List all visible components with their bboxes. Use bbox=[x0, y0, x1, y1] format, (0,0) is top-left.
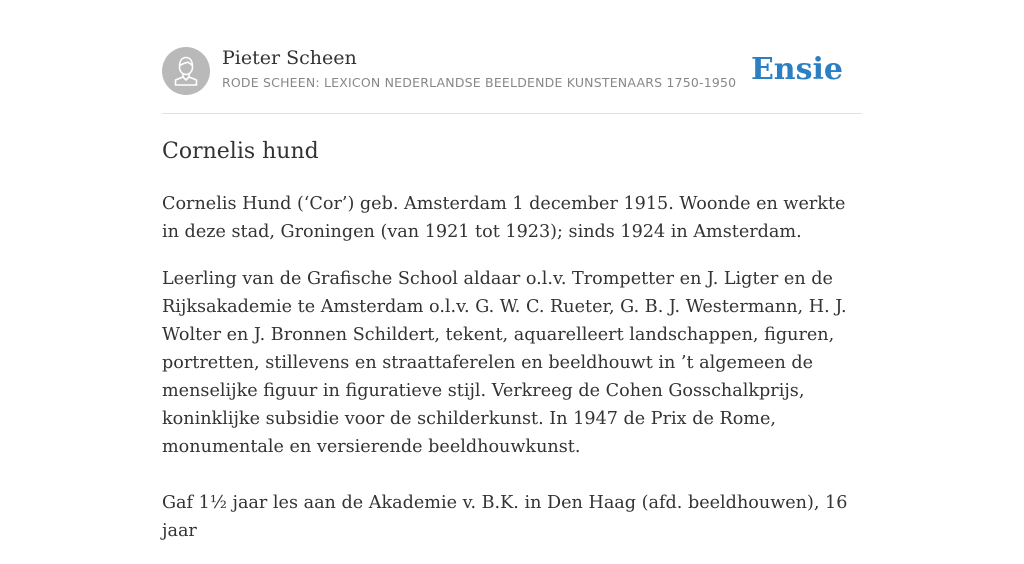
article-body bbox=[162, 190, 862, 564]
avatar[interactable] bbox=[162, 47, 210, 95]
brand-logo[interactable]: Ensie bbox=[750, 52, 843, 87]
author-name[interactable]: Pieter Scheen bbox=[222, 47, 357, 69]
divider bbox=[162, 113, 862, 114]
author-header bbox=[162, 46, 862, 96]
article-paragraph: Leerling van de Grafische School aldaar o.l.v. Trompetter en J. Ligter en de Rijksakademie te Amsterdam o.l.v. G. W. C. Rueter, G. B. J. Westermann, H. J. Wolter en J. Bronnen Schildert, tekent, aquarelleert landschappen, figuren, portretten, stillevens en straattaferelen en beeldhouwt in ’t algemeen de menselijke figuur in figuratieve stijl. Verkreeg de Cohen Gosschalkprijs, koninklijke subsidie voor de schilderkunst. In 1947 de Prix de Rome, monumentale en versierende beeldhouwkunst. bbox=[162, 269, 847, 457]
article-paragraph: Gaf 1½ jaar les aan de Akademie v. B.K. in Den Haag (afd. beeldhouwen), 16 jaar bbox=[162, 493, 848, 541]
user-icon bbox=[162, 47, 210, 95]
article-paragraph: Cornelis Hund (‘Cor’) geb. Amsterdam 1 december 1915. Woonde en werkte in deze stad, Groningen (van 1921 tot 1923); sinds 1924 in Amsterdam. bbox=[162, 194, 846, 242]
source-title[interactable]: RODE SCHEEN: LEXICON NEDERLANDSE BEELDENDE KUNSTENAARS 1750-1950 bbox=[222, 75, 737, 90]
article-title: Cornelis hund bbox=[162, 139, 319, 164]
